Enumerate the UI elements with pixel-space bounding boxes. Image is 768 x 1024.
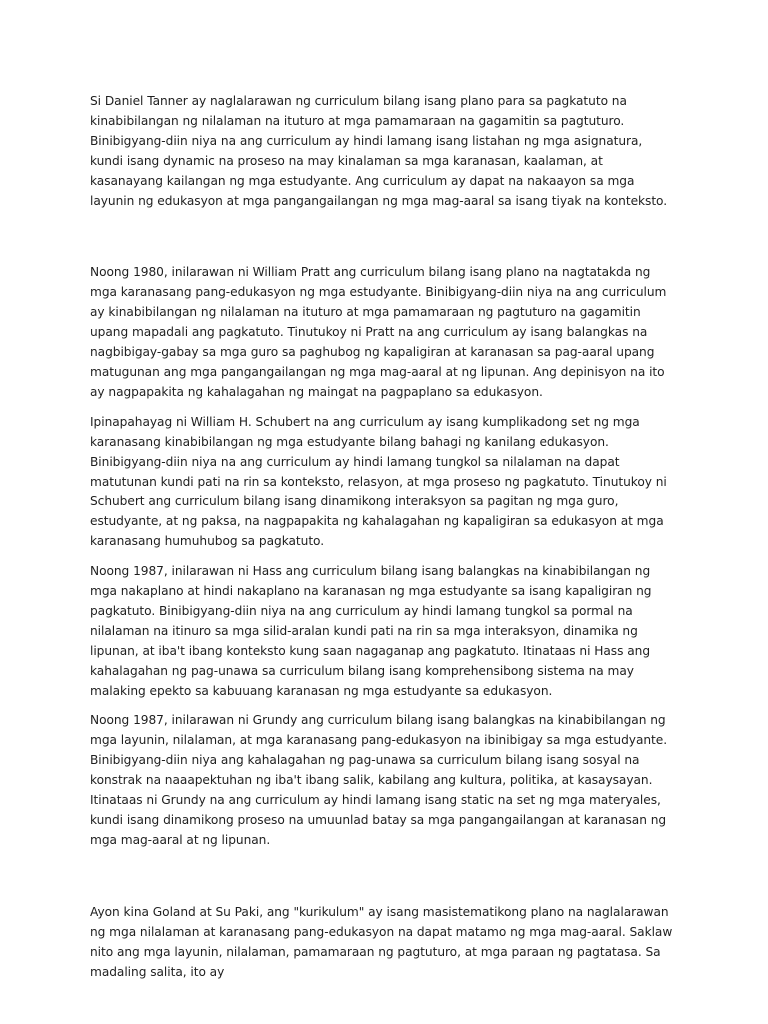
document-body (90, 92, 678, 982)
paragraph-grundy: Noong 1987, inilarawan ni Grundy ang curriculum bilang isang balangkas na kinabibilangan ng mga layunin, nilalaman, at mga karanasang pang-edukasyon na ibinibigay sa mga estudyante. Binibigyang-diin niya ang kahalagahan ng pag-unawa sa curriculum bilang isang sosyal na konstrak na naaapektuhan ng iba't ibang salik, kabilang ang kultura, politika, at kasaysayan. Itinataas ni Grundy na ang curriculum ay hindi lamang isang static na set ng mga materyales, kundi isang dinamikong proseso na umuunlad batay sa mga pangangailangan at karanasan ng mga mag-aaral at ng lipunan. (90, 713, 668, 847)
paragraph-goland-su-paki: Ayon kina Goland at Su Paki, ang "kurikulum" ay isang masistematikong plano na naglalarawan ng mga nilalaman at karanasang pang-edukasyon na dapat matamo ng mga mag-aaral. Saklaw nito ang mga layunin, nilalaman, pamamaraan ng pagtuturo, at mga paraan ng pagtatasa. Sa madaling salita, ito ay (90, 904, 673, 979)
paragraph-schubert: Ipinapahayag ni William H. Schubert na ang curriculum ay isang kumplikadong set ng mga karanasang kinabibilangan ng mga estudyante bilang bahagi ng kanilang edukasyon. Binibigyang-diin niya na ang curriculum ay hindi lamang tungkol sa nilalaman na dapat matutunan kundi pati na rin sa konteksto, relasyon, at mga proseso ng pagkatuto. Tinutukoy ni Schubert ang curriculum bilang isang dinamikong interaksyon sa pagitan ng mga guro, estudyante, at ng paksa, na nagpapakita ng kahalagahan ng kapaligiran sa edukasyon at mga karanasang humuhubog sa pagkatuto. (90, 414, 667, 549)
paragraph-spacer (90, 701, 678, 711)
paragraph-spacer (90, 552, 678, 562)
paragraph-spacer (90, 851, 678, 903)
paragraph-spacer (90, 403, 678, 413)
paragraph-hass: Noong 1987, inilarawan ni Hass ang curriculum bilang isang balangkas na kinabibilangan ng mga nakaplano at hindi nakaplano na karanasan ng mga estudyante sa isang kapaligiran ng pagkatuto. Binibigyang-diin niya na ang curriculum ay hindi lamang tungkol sa pormal na nilalaman na itinuro sa mga silid-aralan kundi pati na rin sa mga interaksyon, dinamika ng lipunan, at iba't ibang konteksto kung saan nagaganap ang pagkatuto. Itinataas ni Hass ang kahalagahan ng pag-unawa sa curriculum bilang isang komprehensibong sistema na may malaking epekto sa kabuuang karanasan ng mga estudyante sa edukasyon. (90, 564, 652, 698)
paragraph-spacer (90, 211, 678, 263)
paragraph-tanner: Si Daniel Tanner ay naglalarawan ng curriculum bilang isang plano para sa pagkatuto na kinabibilangan ng nilalaman na ituturo at mga pamamaraan na gagamitin sa pagtuturo. Binibigyang-diin niya na ang curriculum ay hindi lamang isang listahan ng mga asignatura, kundi isang dynamic na proseso na may kinalaman sa mga karanasan, kaalaman, at kasanayang kailangan ng mga estudyante. Ang curriculum ay dapat na nakaayon sa mga layunin ng edukasyon at mga pangangailangan ng mga mag-aaral sa isang tiyak na konteksto. (90, 94, 668, 208)
paragraph-pratt: Noong 1980, inilarawan ni William Pratt ang curriculum bilang isang plano na nagtatakda ng mga karanasang pang-edukasyon ng mga estudyante. Binibigyang-diin niya na ang curriculum ay kinabibilangan ng nilalaman na ituturo at mga pamamaraan ng pagtuturo na gagamitin upang mapadali ang pagkatuto. Tinutukoy ni Pratt na ang curriculum ay isang balangkas na nagbibigay-gabay sa mga guro sa paghubog ng kapaligiran at karanasan sa pag-aaral upang matugunan ang mga pangangailangan ng mga mag-aaral at ng lipunan. Ang depinisyon na ito ay nagpapakita ng kahalagahan ng maingat na pagpaplano sa edukasyon. (90, 265, 667, 399)
